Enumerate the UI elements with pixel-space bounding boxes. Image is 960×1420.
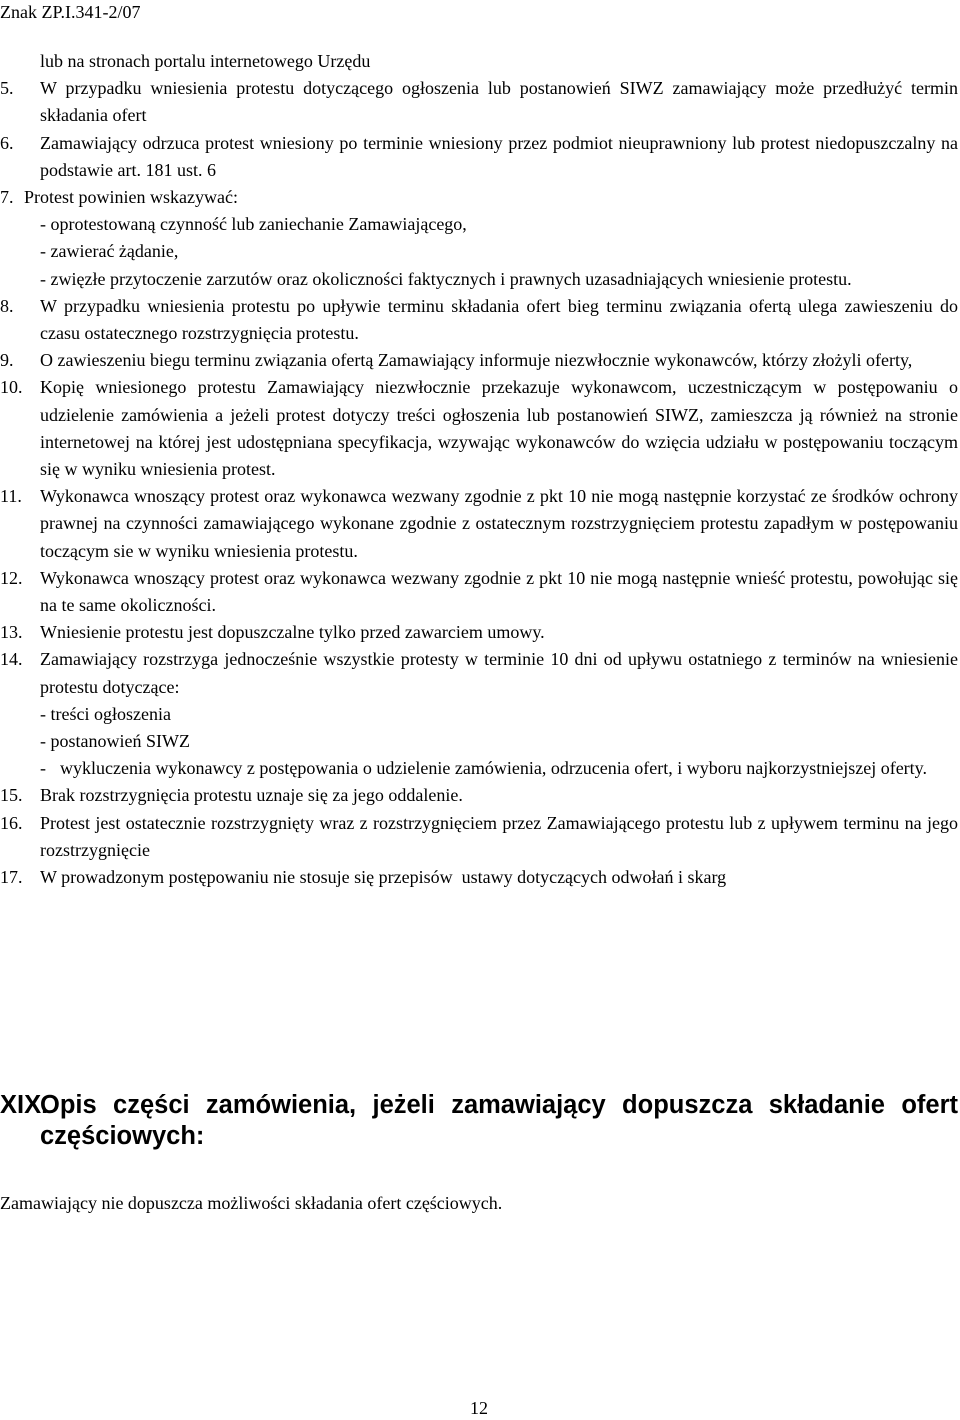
item-text: Protest powinien wskazywać: (24, 187, 238, 208)
item-text: Brak rozstrzygnięcia protestu uznaje się za jego oddalenie. (40, 785, 463, 806)
list-item-10 (0, 374, 958, 483)
list-item-14 (0, 646, 958, 700)
sub-item (0, 755, 958, 782)
item-number: 8. (0, 295, 14, 316)
item-number: 16. (0, 812, 23, 833)
item-number: 14. (0, 649, 23, 670)
item-number: 15. (0, 785, 23, 806)
item-text: W przypadku wniesienia protestu dotyczącego ogłoszenia lub postanowień SIWZ zamawiający może przedłużyć termin składania ofert (40, 78, 958, 126)
item-text: Wykonawca wnoszący protest oraz wykonawca wezwany zgodnie z pkt 10 nie mogą następnie wnieść protestu, powołując się na te same okoliczności. (40, 567, 958, 616)
sub-item-dash: - (40, 758, 46, 779)
list-item-8 (0, 293, 958, 347)
item-number: 5. (0, 78, 14, 99)
sub-item: - zawierać żądanie, (40, 241, 179, 262)
item-text: Wniesienie protestu jest dopuszczalne tylko przed zawarciem umowy. (40, 622, 545, 643)
list-item-11 (0, 483, 958, 565)
item-text: Zamawiający rozstrzyga jednocześnie wszystkie protesty w terminie 10 dni od upływu ostatniego z terminów na wniesienie protestu dotyczące: (40, 649, 958, 697)
item-text: Zamawiający odrzuca protest wniesiony po terminie wniesiony przez podmiot nieuprawniony lub protest niedopuszczalny na podstawie art. 181 ust. 6 (40, 132, 958, 180)
item-number: 17. (0, 867, 23, 888)
sub-item: - treści ogłoszenia (40, 703, 171, 724)
page-number: 12 (470, 1398, 488, 1418)
item-number: 12. (0, 567, 23, 588)
document-body (0, 48, 958, 891)
item-number: 7. (0, 187, 14, 208)
item-number: 10. (0, 377, 23, 398)
item-text: Kopię wniesionego protestu Zamawiający niezwłocznie przekazuje wykonawcom, uczestniczącym w postępowaniu o udzielenie zamówienia a jeżeli protest dotyczy treści ogłoszenia lub postanowień SIWZ, zamieszcza ją również na stronie internetowej na której jest udostępniana specyfikacja, wzywając wykonawców do wzięcia udziału w postępowaniu toczącym się w wyniku wniesienia protest. (40, 377, 958, 480)
intro-line: lub na stronach portalu internetowego Urzędu (40, 51, 371, 71)
document-reference: Znak ZP.I.341-2/07 (0, 2, 141, 22)
sub-item: - zwięzłe przytoczenie zarzutów oraz okoliczności faktycznych i prawnych uzasadniających wniesienie protestu. (40, 268, 852, 289)
item-text: W prowadzonym postępowaniu nie stosuje się przepisów ustawy dotyczących odwołań i skarg (40, 867, 727, 888)
item-number: 6. (0, 132, 14, 153)
section-heading (0, 1090, 958, 1152)
list-item-9 (0, 347, 958, 374)
list-item-6 (0, 130, 958, 184)
item-text: O zawieszeniu biegu terminu związania ofertą Zamawiający informuje niezwłocznie wykonawców, którzy złożyli oferty, (40, 350, 913, 371)
list-item-16 (0, 810, 958, 864)
list-item-12 (0, 565, 958, 619)
item-number: 9. (0, 350, 14, 371)
section-title: Opis części zamówienia, jeżeli zamawiający dopuszcza składanie ofert częściowych: (40, 1091, 958, 1150)
item-text: Wykonawca wnoszący protest oraz wykonawca wezwany zgodnie z pkt 10 nie mogą następnie korzystać ze środków ochrony prawnej na czynności zamawiającego wykonane zgodnie z ostatecznym rozstrzygnięciem protestu zapadłym w postępowaniu toczącym sie w wyniku wniesienia protestu. (40, 486, 958, 561)
list-item-5 (0, 75, 958, 129)
sub-item-text: wykluczenia wykonawcy z postępowania o udzielenie zamówienia, odrzucenia ofert, i wyboru najkorzystniejszej oferty. (60, 758, 928, 779)
list-item-7 (0, 184, 958, 211)
list-item-13 (0, 619, 958, 646)
item-number: 11. (0, 486, 22, 507)
sub-item: - postanowień SIWZ (40, 731, 190, 752)
sub-item: - oprotestowaną czynność lub zaniechanie Zamawiającego, (40, 214, 467, 235)
list-item-17 (0, 864, 958, 891)
item-text: W przypadku wniesienia protestu po upływie terminu składania ofert bieg terminu związania ofertą ulega zawieszeniu do czasu ostatecznego rozstrzygnięcia protestu. (40, 295, 958, 344)
item-text: Protest jest ostatecznie rozstrzygnięty wraz z rozstrzygnięciem przez Zamawiającego protestu lub z upływem terminu na jego rozstrzygnięcie (40, 812, 958, 860)
section-body-text: Zamawiający nie dopuszcza możliwości składania ofert częściowych. (0, 1193, 503, 1213)
item-number: 13. (0, 622, 23, 643)
section-number: XIX. (0, 1091, 49, 1119)
list-item-15 (0, 782, 958, 809)
